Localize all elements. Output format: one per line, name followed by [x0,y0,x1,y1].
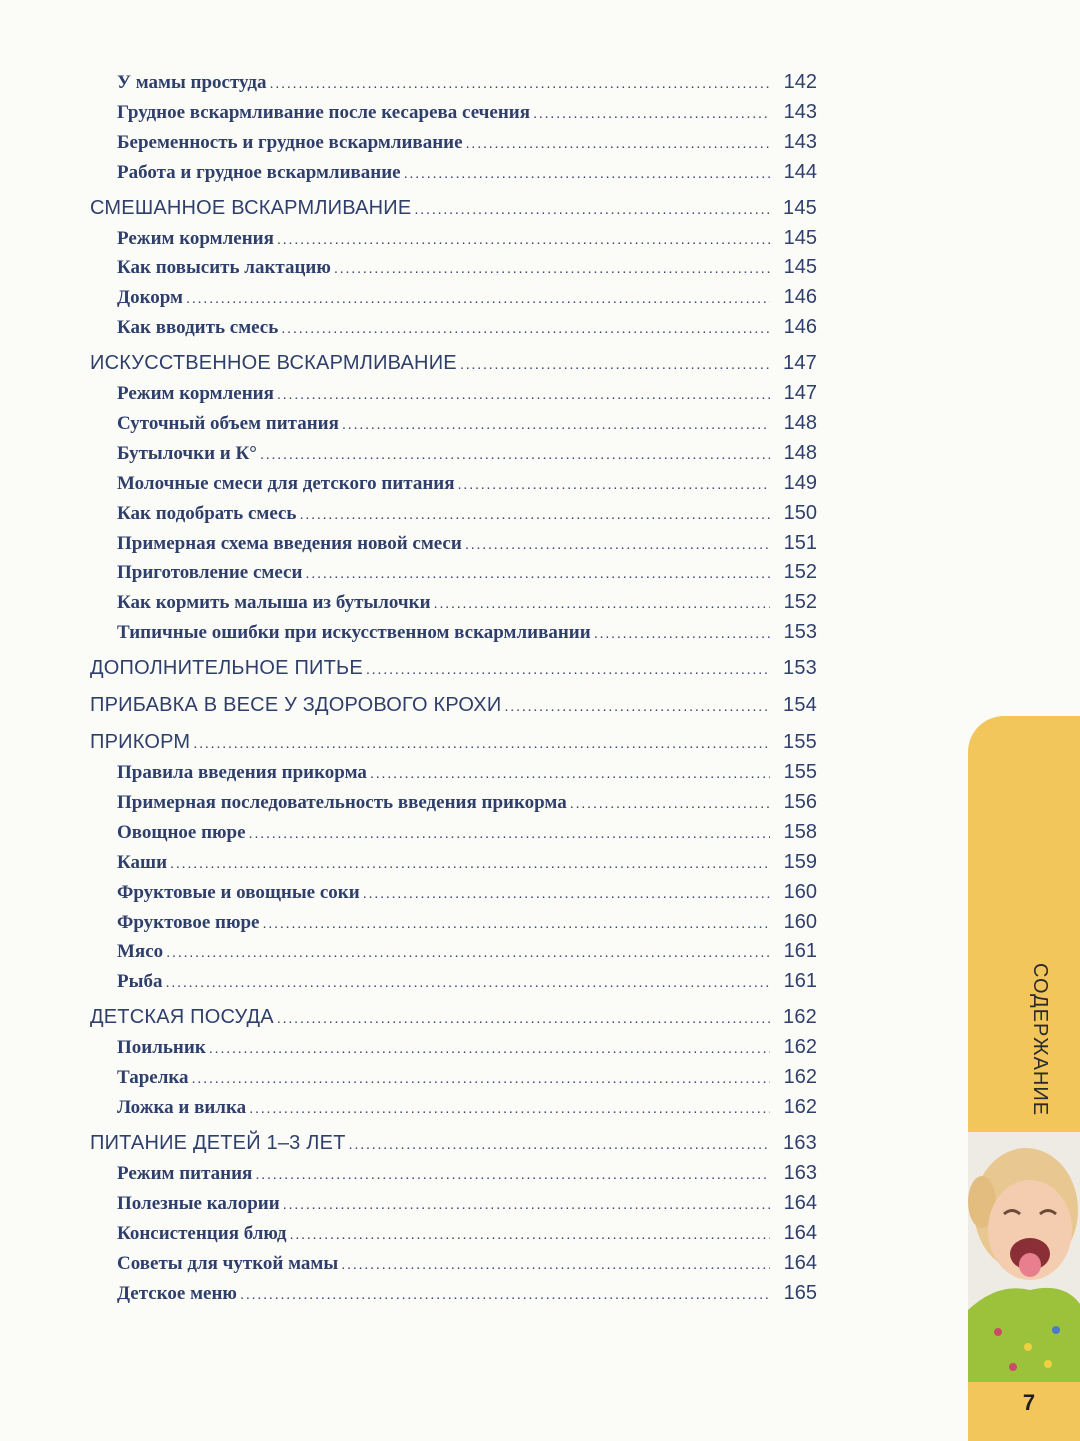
toc-section [90,725,817,759]
toc-entry-page: 154 [783,694,817,717]
toc-entry-title: Овощное пюре [117,821,246,843]
toc-entry-title: Правила введения прикорма [117,762,367,784]
dot-leader [165,968,770,998]
toc-section [90,1126,817,1160]
toc-entry-page: 162 [783,1006,817,1029]
toc-section [90,191,817,225]
table-of-contents [90,68,817,1308]
toc-entry-page: 153 [783,657,817,680]
toc-entry [90,1279,817,1309]
dot-leader [341,1250,770,1280]
toc-entry [90,588,817,618]
toc-entry [90,818,817,848]
toc-entry-page: 151 [783,531,817,554]
toc-entry-page: 164 [783,1221,817,1244]
dot-leader [281,314,770,344]
dot-leader [277,1002,770,1036]
toc-entry-title: Примерная последовательность введения прикорма [117,792,567,814]
toc-entry-page: 163 [783,1161,817,1184]
toc-entry-page: 143 [783,100,817,123]
toc-entry-title: Докорм [117,287,183,309]
dot-leader [289,1220,770,1250]
toc-entry-page: 155 [783,731,817,754]
toc-entry-page: 160 [783,880,817,903]
toc-entry-page: 160 [783,910,817,933]
toc-entry [90,848,817,878]
toc-entry-title: Детское меню [117,1282,237,1304]
toc-entry-page: 145 [783,256,817,279]
toc-entry-page: 147 [783,382,817,405]
toc-entry [90,158,817,188]
dot-leader [465,530,770,560]
dot-leader [209,1034,770,1064]
toc-entry-page: 164 [783,1191,817,1214]
toc-entry [90,1033,817,1063]
toc-entry [90,967,817,997]
toc-section [90,1000,817,1034]
dot-leader [466,129,770,159]
toc-entry [90,758,817,788]
toc-entry-title: Типичные ошибки при искусственном вскармливании [117,622,591,644]
toc-entry-page: 165 [783,1281,817,1304]
dot-leader [334,254,770,284]
toc-entry-page: 162 [783,1096,817,1119]
toc-entry-page: 148 [783,441,817,464]
dot-leader [186,284,770,314]
dot-leader [192,1064,770,1094]
toc-entry-title: Рыба [117,971,163,993]
toc-entry-title: ДЕТСКАЯ ПОСУДА [90,1006,274,1029]
dot-leader [299,500,770,530]
dot-leader [240,1280,770,1310]
toc-entry-title: Консистенция блюд [117,1222,287,1244]
toc-entry-title: Мясо [117,941,164,963]
dot-leader [414,193,770,227]
toc-entry [90,1249,817,1279]
toc-entry [90,1219,817,1249]
toc-entry [90,439,817,469]
toc-entry [90,68,817,98]
toc-section [90,651,817,685]
toc-entry-page: 158 [783,820,817,843]
toc-entry [90,618,817,648]
toc-entry-title: Поильник [117,1037,206,1059]
toc-entry-page: 149 [783,471,817,494]
dot-leader [305,559,770,589]
toc-entry-title: Советы для чуткой мамы [117,1252,339,1274]
dot-leader [504,690,770,724]
dot-leader [370,759,770,789]
toc-entry [90,98,817,128]
toc-entry-title: ПРИБАВКА В ВЕСЕ У ЗДОРОВОГО КРОХИ [90,694,502,717]
toc-entry-page: 150 [783,501,817,524]
toc-entry-page: 144 [783,160,817,183]
toc-entry-page: 156 [783,791,817,814]
toc-entry-page: 161 [783,940,817,963]
dot-leader [349,1128,770,1162]
toc-section [90,688,817,722]
toc-entry-title: Режим питания [117,1162,253,1184]
toc-entry-title: СМЕШАННОЕ ВСКАРМЛИВАНИЕ [90,196,412,219]
toc-entry [90,469,817,499]
toc-entry-title: ПИТАНИЕ ДЕТЕЙ 1–3 ЛЕТ [90,1131,346,1154]
toc-entry [90,788,817,818]
toc-entry-page: 143 [783,130,817,153]
toc-entry-page: 162 [783,1066,817,1089]
toc-entry [90,224,817,254]
toc-entry-title: Ложка и вилка [117,1097,247,1119]
dot-leader [594,619,770,649]
toc-entry-title: Суточный объем питания [117,413,339,435]
toc-entry-page: 163 [783,1131,817,1154]
toc-entry [90,283,817,313]
toc-entry-page: 161 [783,970,817,993]
dot-leader [366,653,770,687]
toc-entry-title: Молочные смеси для детского питания [117,472,455,494]
toc-section [90,346,817,380]
side-tab-label: СОДЕРЖАНИЕ [1029,963,1051,1117]
toc-entry [90,379,817,409]
dot-leader [277,380,770,410]
toc-entry-title: Работа и грудное вскармливание [117,161,401,183]
dot-leader [460,348,770,382]
toc-entry-title: Полезные калории [117,1192,280,1214]
dot-leader [570,789,770,819]
toc-entry-page: 148 [783,412,817,435]
dot-leader [249,1094,770,1124]
toc-entry-page: 153 [783,621,817,644]
toc-entry-page: 146 [783,286,817,309]
toc-entry [90,499,817,529]
dot-leader [193,727,770,761]
toc-entry-title: Приготовление смеси [117,562,303,584]
toc-entry-page: 147 [783,352,817,375]
toc-entry-page: 162 [783,1036,817,1059]
toc-entry-page: 152 [783,591,817,614]
page-number-box [968,1382,1080,1441]
toc-entry-page: 146 [783,316,817,339]
toc-entry [90,253,817,283]
toc-entry-title: Каши [117,851,168,873]
toc-entry [90,558,817,588]
toc-entry [90,1159,817,1189]
toc-entry-page: 152 [783,561,817,584]
toc-entry-page: 142 [783,71,817,93]
toc-entry-title: Режим кормления [117,227,274,249]
toc-entry [90,409,817,439]
dot-leader [283,1190,770,1220]
page-number: 7 [1022,1390,1036,1415]
dot-leader [249,819,770,849]
toc-entry-title: Беременность и грудное вскармливание [117,131,463,153]
toc-entry-title: Примерная схема введения новой смеси [117,532,462,554]
toc-entry-title: Как вводить смесь [117,317,279,339]
toc-entry [90,1093,817,1123]
dot-leader [404,159,770,189]
toc-entry-page: 155 [783,761,817,784]
toc-entry-title: У мамы простуда [117,72,267,93]
toc-entry [90,529,817,559]
toc-entry [90,1063,817,1093]
toc-entry [90,878,817,908]
toc-entry-title: ДОПОЛНИТЕЛЬНОЕ ПИТЬЕ [90,657,363,680]
toc-entry [90,313,817,343]
toc-entry [90,908,817,938]
toc-entry-title: Бутылочки и К° [117,442,257,464]
dot-leader [262,909,770,939]
dot-leader [170,849,770,879]
dot-leader [363,879,770,909]
toc-entry-title: ПРИКОРМ [90,731,191,754]
toc-entry-title: Фруктовые и овощные соки [117,881,360,903]
toc-entry-title: Тарелка [117,1067,189,1089]
toc-entry-title: Как кормить малыша из бутылочки [117,592,431,614]
toc-entry-page: 159 [783,850,817,873]
toc-entry-title: ИСКУССТВЕННОЕ ВСКАРМЛИВАНИЕ [90,352,457,375]
dot-leader [533,99,770,129]
toc-entry [90,1189,817,1219]
dot-leader [458,470,770,500]
toc-entry-title: Режим кормления [117,383,274,405]
dot-leader [434,589,770,619]
toc-entry [90,128,817,158]
toc-entry-page: 164 [783,1251,817,1274]
dot-leader [342,410,770,440]
dot-leader [166,938,770,968]
toc-entry-title: Фруктовое пюре [117,911,260,933]
child-photo [968,1132,1080,1382]
toc-entry-title: Как подобрать смесь [117,502,297,524]
child-photo-illustration [968,1132,1080,1382]
dot-leader [269,69,770,99]
toc-entry-title: Как повысить лактацию [117,257,331,279]
toc-entry [90,937,817,967]
toc-entry-page: 145 [783,226,817,249]
toc-entry-page: 145 [783,196,817,219]
dot-leader [277,225,770,255]
toc-entry-title: Грудное вскармливание после кесарева сечения [117,101,530,123]
dot-leader [260,440,770,470]
dot-leader [255,1160,770,1190]
